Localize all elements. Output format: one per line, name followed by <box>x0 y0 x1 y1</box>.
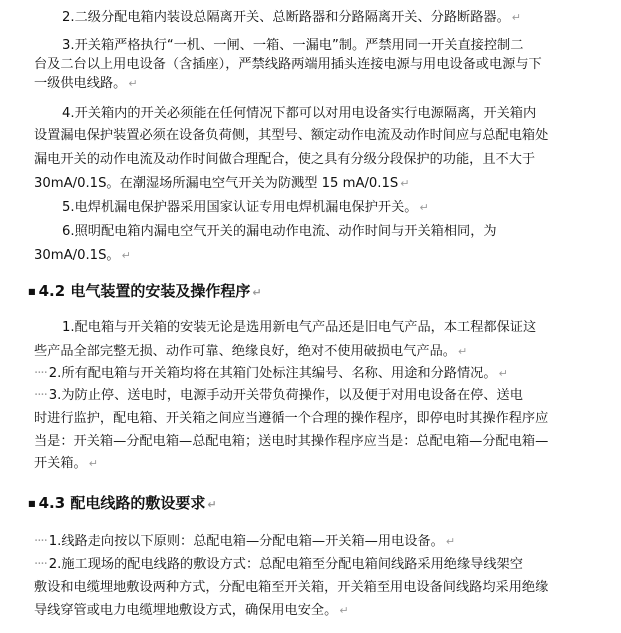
paragraph-6-line-1: 6.照明配电箱内漏电空气开关的漏电动作电流、动作时间与开关箱相同，为 <box>62 224 497 239</box>
section43-paragraph-1: ···· 1.线路走向按以下原则：总配电箱—分配电箱—开关箱—用电设备。 ↵ <box>34 534 456 549</box>
indent-dots: ···· <box>34 557 47 572</box>
paragraph-4-line-1: 4.开关箱内的开关必须能在任何情况下都可以对用电设备实行电源隔离，开关箱内 <box>62 106 537 121</box>
paragraph-mark: ↵ <box>419 201 429 214</box>
paragraph-mark: ↵ <box>458 345 468 358</box>
paragraph-mark: ↵ <box>207 498 217 511</box>
paragraph-mark: ↵ <box>511 11 521 24</box>
section42-paragraph-3-line-3: 当是：开关箱—分配电箱—总配电箱；送电时其操作程序应当是：总配电箱—分配电箱— <box>34 434 549 449</box>
section43-paragraph-2-line-3: 导线穿管或电力电缆埋地敷设方式，确保用电安全。 ↵ <box>34 603 349 618</box>
section-heading-4-2: ■ 4.2 电气装置的安装及操作程序 ↵ <box>28 282 262 300</box>
paragraph-2 <box>62 8 521 28</box>
paragraph-mark: ↵ <box>445 535 456 548</box>
indent-dots: ···· <box>34 388 47 403</box>
paragraph-mark: ↵ <box>339 604 349 617</box>
section43-paragraph-2-line-1: ···· 2.施工现场的配电线路的敷设方式：总配电箱至分配电箱间线路采用绝缘导线架空 <box>34 557 523 572</box>
section42-paragraph-3-line-1: ···· 3.为防止停、送电时，电源手动开关带负荷操作，以及便于对用电设备在停、送电 <box>34 388 523 403</box>
indent-dots: ···· <box>34 366 47 381</box>
section43-paragraph-2-line-2: 敷设和电缆埋地敷设两种方式，分配电箱至开关箱，开关箱至用电设备间线路均采用绝缘 <box>34 580 549 595</box>
indent-dots: ···· <box>34 534 47 549</box>
section42-paragraph-1-line-2: 些产品全部完整无损、动作可靠、绝缘良好，绝对不使用破损电气产品。 ↵ <box>34 344 468 359</box>
paragraph-6-line-2: 30mA/0.1S。 ↵ <box>34 248 131 263</box>
paragraph-mark: ↵ <box>121 249 131 262</box>
paragraph-mark: ↵ <box>498 367 508 380</box>
section-heading-4-3: ■ 4.3 配电线路的敷设要求 ↵ <box>28 494 217 512</box>
paragraph-4-line-4: 30mA/0.1S。在潮湿场所漏电空气开关为防溅型 15 mA/0.1S ↵ <box>34 176 410 191</box>
paragraph-3-line-3: 一级供电线路。 ↵ <box>34 76 138 91</box>
paragraph-3-line-1: 3.开关箱严格执行“一机、一闸、一箱、一漏电”制。严禁用同一开关直接控制二 <box>62 38 524 53</box>
paragraph-4-line-2: 设置漏电保护装置必须在设备负荷侧，其型号、额定动作电流及动作时间应与总配电箱处 <box>34 128 549 143</box>
paragraph-5: 5.电焊机漏电保护器采用国家认证专用电焊机漏电保护开关。 ↵ <box>62 200 429 215</box>
paragraph-mark: ↵ <box>252 286 262 299</box>
section42-paragraph-3-line-2: 时进行监护，配电箱、开关箱之间应当遵循一个合理的操作程序，即停电时其操作程序应 <box>34 411 549 426</box>
paragraph-4-line-3: 漏电开关的动作电流及动作时间做合理配合，使之具有分级分段保护的功能，且不大于 <box>34 152 536 167</box>
list-bullet-icon: ■ <box>28 286 36 296</box>
section42-paragraph-2: ···· 2.所有配电箱与开关箱均将在其箱门处标注其编号、名称、用途和分路情况。 ↵ <box>34 366 508 381</box>
section42-paragraph-1-line-1: 1.配电箱与开关箱的安装无论是选用新电气产品还是旧电气产品，本工程都保证这 <box>62 320 537 335</box>
list-bullet-icon: ■ <box>28 498 36 508</box>
paragraph-mark: ↵ <box>88 457 98 470</box>
paragraph-text: 2.二级分配电箱内装设总隔离开关、总断路器和分路隔离开关、分路断路器。 <box>62 10 510 25</box>
section42-paragraph-3-line-4: 开关箱。 ↵ <box>34 456 98 471</box>
paragraph-mark: ↵ <box>128 77 138 90</box>
paragraph-mark: ↵ <box>400 177 410 190</box>
paragraph-3-line-2: 台及二台以上用电设备（含插座），严禁线路两端用插头连接电源与用电设备或电源与下 <box>34 57 542 72</box>
